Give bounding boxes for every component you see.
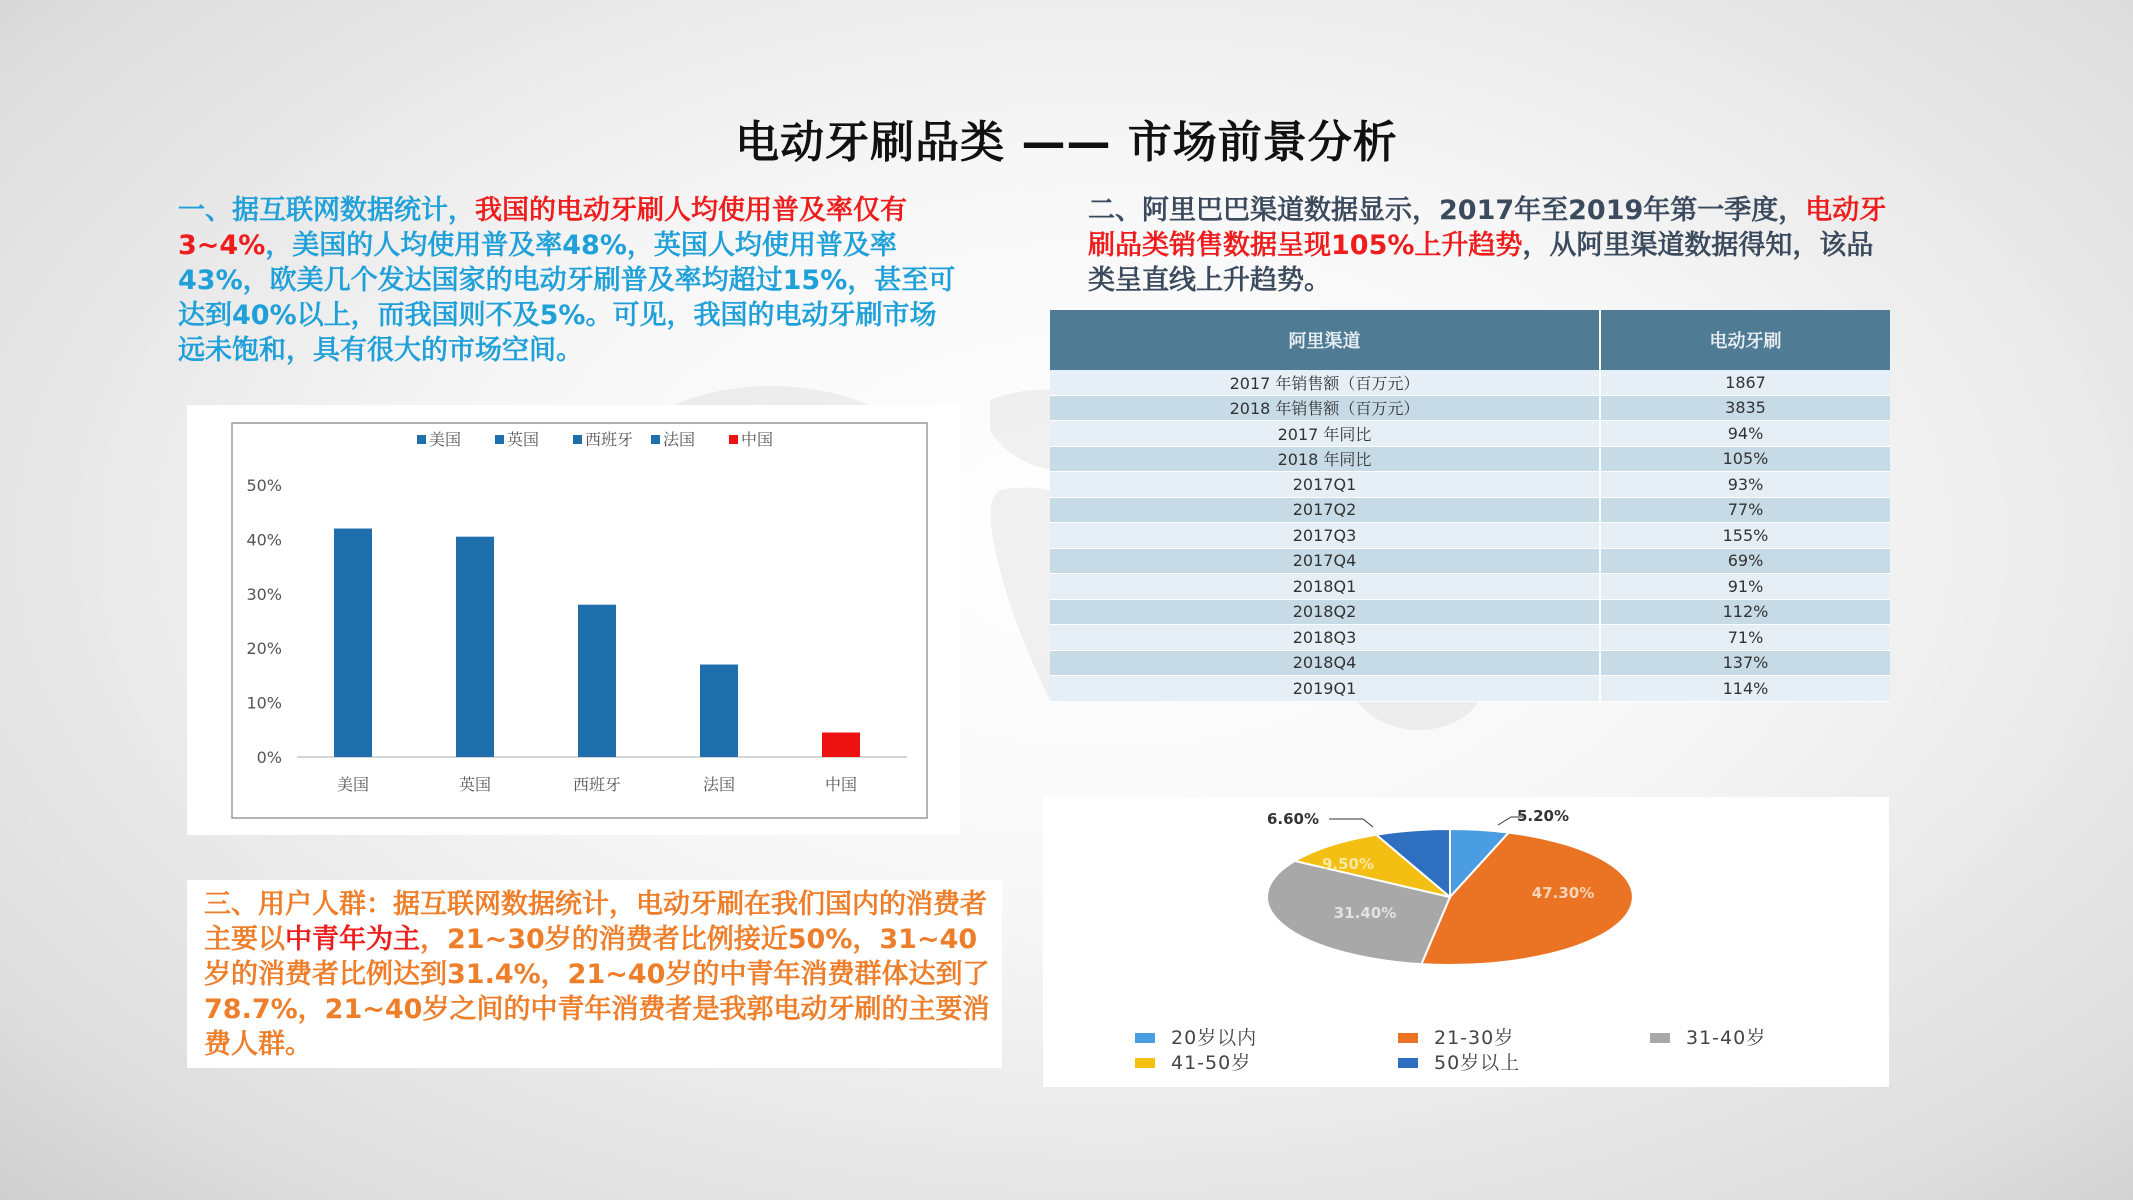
legend-swatch [417, 435, 426, 444]
table-cell-value: 69% [1600, 548, 1890, 574]
bar-3 [578, 605, 616, 757]
table-cell-value: 105% [1600, 446, 1890, 472]
penetration-bar-chart [187, 405, 960, 835]
table-cell-metric: 2018 年销售额（百万元） [1050, 395, 1600, 421]
x-tick-label: 英国 [458, 775, 492, 794]
legend-swatch [573, 435, 582, 444]
pie-legend-swatch [1135, 1033, 1155, 1043]
table-cell-metric: 2017 年销售额（百万元） [1050, 370, 1600, 395]
bar-4 [700, 665, 738, 757]
y-tick-label: 40% [246, 530, 282, 550]
age-pie-chart [1043, 797, 1889, 1087]
bar-1 [334, 529, 372, 757]
table-row [1050, 574, 1890, 600]
legend-swatch [651, 435, 660, 444]
table-cell-value: 155% [1600, 523, 1890, 549]
table-row [1050, 599, 1890, 625]
pie-legend-label: 21-30岁 [1434, 1027, 1515, 1049]
legend-swatch [729, 435, 738, 444]
section3-paragraph [204, 887, 1004, 1062]
y-tick-label: 0% [256, 748, 282, 767]
y-tick-label: 10% [246, 693, 282, 713]
table-row [1050, 370, 1890, 395]
pie-value-label: 6.60% [1266, 810, 1320, 828]
legend-label: 中国 [741, 430, 774, 449]
penetration-bar-chart-panel [187, 405, 960, 835]
legend-label: 美国 [429, 430, 462, 449]
section3-text-a: 三、用户人群：据互联网数据统计，电动牙刷在我们国内的消费者主要以 [204, 889, 987, 955]
y-tick-label: 30% [246, 584, 282, 604]
table-cell-metric: 2017Q4 [1050, 548, 1600, 574]
section1-paragraph [178, 193, 958, 368]
table-cell-value: 137% [1600, 650, 1890, 676]
section2-text-a: 二、阿里巴巴渠道数据显示，2017年至2019年第一季度， [1088, 195, 1806, 226]
table-cell-value: 93% [1600, 472, 1890, 498]
section1-text-c: ，美国的人均使用普及率48%，英国人均使用普及率43%，欧美几个发达国家的电动牙刷普及率均超过15%，甚至可达到40%以上，而我国则不及5%。可见，我国的电动牙刷市场远未饱和，具有很大的市场空间。 [178, 230, 956, 366]
section3-highlight: 中青年为主 [285, 924, 420, 955]
table-header-channel: 阿里渠道 [1050, 310, 1600, 370]
section3-text-c: ，21~30岁的消费者比例接近50%，31~40岁的消费者比例达到31.4%，21~40岁的中青年消费群体达到了78.7%，21~40岁之间的中青年消费者是我郭电动牙刷的主要消费人群。 [204, 924, 990, 1060]
pie-legend-label: 20岁以内 [1171, 1027, 1258, 1049]
table-cell-metric: 2019Q1 [1050, 676, 1600, 702]
table-row [1050, 676, 1890, 702]
pie-legend-label: 31-40岁 [1686, 1027, 1767, 1049]
table-cell-metric: 2018Q3 [1050, 625, 1600, 651]
x-tick-label: 中国 [824, 775, 858, 794]
age-pie-chart-panel [1043, 797, 1889, 1087]
y-tick-label: 50% [246, 476, 282, 495]
section2-paragraph [1088, 193, 1888, 298]
table-cell-value: 91% [1600, 574, 1890, 600]
pie-value-label: 5.20% [1516, 807, 1570, 825]
legend-label: 西班牙 [585, 430, 634, 449]
table-cell-metric: 2018Q4 [1050, 650, 1600, 676]
table-cell-value: 1867 [1600, 370, 1890, 395]
x-tick-label: 法国 [702, 775, 736, 794]
table-cell-value: 77% [1600, 497, 1890, 523]
pie-legend-swatch [1135, 1058, 1155, 1068]
table-cell-value: 3835 [1600, 395, 1890, 421]
pie-legend-swatch [1398, 1033, 1418, 1043]
section2-text-c: ，从阿里渠道数据得知，该品类呈直线上升趋势。 [1088, 230, 1874, 296]
table-header-row [1050, 310, 1890, 370]
page-title: 电动牙刷品类 —— 市场前景分析 [735, 117, 1398, 168]
section1-text-a: 一、据互联网数据统计， [178, 195, 475, 226]
legend-swatch [495, 435, 504, 444]
pie-value-label: 9.50% [1321, 855, 1375, 873]
table-cell-metric: 2018Q1 [1050, 574, 1600, 600]
bar-2 [456, 537, 494, 757]
table-row [1050, 523, 1890, 549]
table-cell-value: 94% [1600, 421, 1890, 447]
table-row [1050, 625, 1890, 651]
table-row [1050, 548, 1890, 574]
table-cell-metric: 2017Q2 [1050, 497, 1600, 523]
section1-highlight: 我国的电动牙刷人均使用普及率仅有3~4% [178, 195, 907, 261]
table-cell-value: 71% [1600, 625, 1890, 651]
pie-legend-swatch [1650, 1033, 1670, 1043]
table-cell-metric: 2017 年同比 [1050, 421, 1600, 447]
table-row [1050, 421, 1890, 447]
pie-value-label: 31.40% [1333, 904, 1397, 922]
table-cell-metric: 2018Q2 [1050, 599, 1600, 625]
pie-legend-swatch [1398, 1058, 1418, 1068]
ali-sales-table-wrap [1050, 310, 1890, 702]
table-row [1050, 650, 1890, 676]
table-cell-value: 114% [1600, 676, 1890, 702]
legend-label: 英国 [507, 430, 540, 449]
pie-leader-line [1329, 819, 1373, 827]
section2-highlight: 电动牙刷品类销售数据呈现105%上升趋势 [1088, 195, 1887, 261]
table-cell-metric: 2017Q3 [1050, 523, 1600, 549]
table-row [1050, 395, 1890, 421]
table-cell-metric: 2018 年同比 [1050, 446, 1600, 472]
pie-legend-label: 41-50岁 [1171, 1052, 1252, 1074]
pie-value-label: 47.30% [1531, 884, 1595, 902]
table-cell-metric: 2017Q1 [1050, 472, 1600, 498]
table-cell-value: 112% [1600, 599, 1890, 625]
ali-sales-table [1050, 310, 1890, 702]
y-tick-label: 20% [246, 639, 282, 659]
x-tick-label: 西班牙 [572, 775, 622, 794]
table-row [1050, 472, 1890, 498]
table-row [1050, 446, 1890, 472]
bar-5 [822, 733, 860, 757]
table-row [1050, 497, 1890, 523]
table-header-toothbrush: 电动牙刷 [1600, 310, 1890, 370]
legend-label: 法国 [663, 430, 696, 449]
pie-legend-label: 50岁以上 [1434, 1052, 1521, 1074]
x-tick-label: 美国 [336, 775, 370, 794]
table-body [1050, 370, 1890, 701]
